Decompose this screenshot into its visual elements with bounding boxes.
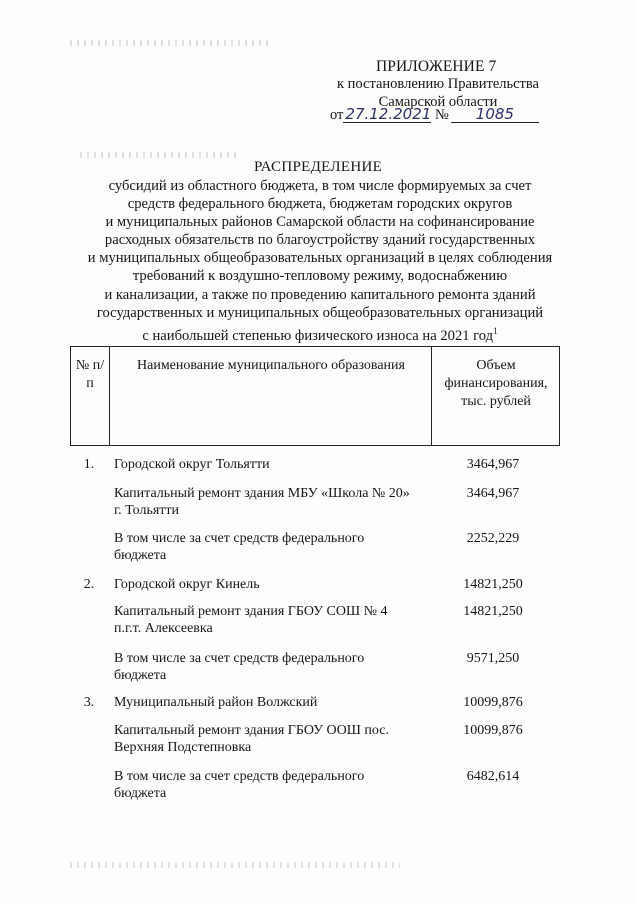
header-volume: Объем финансирования, тыс. рублей [444, 358, 548, 409]
header-number: № п/п [75, 358, 105, 391]
row-name: Городской округ Тольятти [114, 457, 270, 472]
column-divider [109, 347, 110, 445]
table-header [70, 346, 560, 446]
row-number: 3. [83, 695, 95, 710]
row-number: 2. [83, 577, 95, 592]
row-value: 6482,614 [466, 769, 520, 784]
row-value: 3464,967 [466, 457, 520, 472]
row-number: 1. [83, 457, 95, 472]
subtitle-line: и канализации, а также по проведению капитального ремонта зданий [104, 286, 536, 303]
row-value: 10099,876 [463, 695, 523, 710]
resolution-line: Самарской области [378, 93, 498, 110]
subtitle-line: и муниципальных районов Самарской области на софинансирование [105, 214, 535, 231]
resolution-line: к постановлению Правительства [337, 76, 539, 92]
handwritten-date: 27.12.2021 [345, 105, 432, 123]
date-prefix: от [330, 107, 344, 123]
scan-noise [80, 152, 240, 158]
column-divider [431, 347, 432, 445]
header-name: Наименование муниципального образования [137, 358, 405, 373]
row-name: В том числе за счет средств федерального бюджета [114, 531, 365, 563]
row-name: Муниципальный район Волжский [114, 695, 318, 710]
row-name: Капитальный ремонт здания ГБОУ СОШ № 4 п.г.т. Алексеевка [114, 604, 388, 636]
scan-noise [70, 40, 270, 46]
row-value: 2252,229 [466, 531, 520, 546]
document-title: РАСПРЕДЕЛЕНИЕ [253, 159, 383, 175]
row-name: Капитальный ремонт здания МБУ «Школа № 20» г. Тольятти [114, 486, 410, 518]
row-value: 10099,876 [463, 723, 523, 738]
row-value: 14821,250 [463, 604, 523, 619]
subtitle-line: государственных и муниципальных общеобразовательных организаций [96, 304, 544, 321]
document-subtitle [60, 177, 580, 345]
row-name: В том числе за счет средств федерального бюджета [114, 651, 365, 683]
row-value: 9571,250 [466, 651, 520, 666]
row-name: В том числе за счет средств федерального бюджета [114, 769, 365, 801]
subtitle-line: с наибольшей степенью физического износа на 2021 год [142, 327, 494, 344]
subtitle-line: средств федерального бюджета, бюджетам городских округов [127, 196, 513, 213]
subtitle-line: субсидий из областного бюджета, в том числе формируемых за счет [108, 178, 532, 194]
subtitle-line-last [60, 322, 580, 345]
number-label: № [435, 107, 449, 123]
subtitle-line: и муниципальных общеобразовательных организаций в целях соблюдения [87, 250, 553, 267]
row-value: 14821,250 [463, 577, 523, 592]
footnote-marker: 1 [493, 325, 498, 336]
appendix-number: ПРИЛОЖЕНИЕ 7 [376, 58, 497, 75]
subtitle-line: требований к воздушно-тепловому режиму, водоснабжению [132, 268, 508, 285]
scan-noise [70, 862, 400, 868]
date-number-line [330, 106, 539, 124]
row-name: Капитальный ремонт здания ГБОУ ООШ пос. Верхняя Подстепновка [114, 723, 389, 755]
row-name: Городской округ Кинель [114, 577, 260, 592]
subtitle-line: расходных обязательств по благоустройству зданий государственных [104, 232, 536, 249]
row-value: 3464,967 [466, 486, 520, 501]
handwritten-number: 1085 [451, 106, 539, 123]
